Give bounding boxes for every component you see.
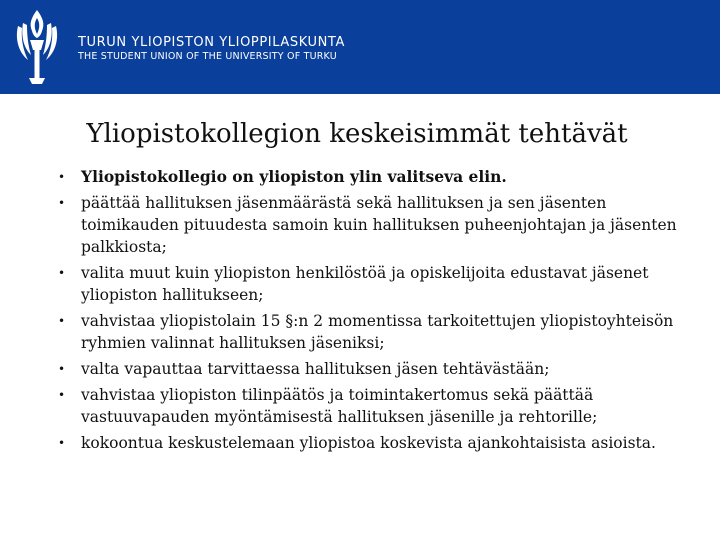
bullet-item — [58, 310, 698, 354]
bullet-dot-icon: • — [58, 362, 66, 376]
bullet-dot-icon: • — [58, 388, 66, 402]
bullet-text: Yliopistokollegio on yliopiston ylin valitseva elin. — [81, 167, 507, 186]
bullet-text: valita muut kuin yliopiston henkilöstöä ja opiskelijoita edustavat jäsenet yliopiston hallitukseen; — [81, 264, 649, 304]
slide-title: Yliopistokollegion keskeisimmät tehtävät — [86, 119, 628, 149]
bullet-text: päättää hallituksen jäsenmäärästä sekä hallituksen ja sen jäsenten toimikauden pituudesta samoin kuin hallituksen puheenjohtajan ja jäsenten palkkiosta; — [81, 194, 677, 256]
torch-emblem-icon — [12, 8, 62, 86]
bullet-item — [58, 192, 698, 258]
bullet-list — [58, 166, 698, 458]
bullet-item — [58, 432, 698, 454]
bullet-dot-icon: • — [58, 266, 66, 280]
bullet-item — [58, 166, 698, 188]
org-name: TURUN YLIOPISTON YLIOPPILASKUNTA — [78, 35, 345, 50]
bullet-item — [58, 358, 698, 380]
bullet-text: vahvistaa yliopiston tilinpäätös ja toimintakertomus sekä päättää vastuuvapauden myöntämisestä hallituksen jäsenille ja rehtorille; — [81, 386, 598, 426]
bullet-text: valta vapauttaa tarvittaessa hallituksen jäsen tehtävästään; — [81, 360, 550, 378]
bullet-dot-icon: • — [58, 314, 66, 328]
bullet-text: vahvistaa yliopistolain 15 §:n 2 momentissa tarkoitettujen yliopistoyhteisön ryhmien valinnat hallituksen jäseniksi; — [81, 312, 674, 352]
bullet-text: kokoontua keskustelemaan yliopistoa koskevista ajankohtaisista asioista. — [81, 434, 656, 452]
bullet-dot-icon: • — [58, 196, 66, 210]
header-bar — [0, 0, 720, 94]
bullet-dot-icon: • — [58, 436, 66, 450]
org-subtitle: THE STUDENT UNION OF THE UNIVERSITY OF TURKU — [78, 51, 337, 62]
bullet-item — [58, 262, 698, 306]
bullet-item — [58, 384, 698, 428]
bullet-dot-icon: • — [58, 170, 66, 184]
